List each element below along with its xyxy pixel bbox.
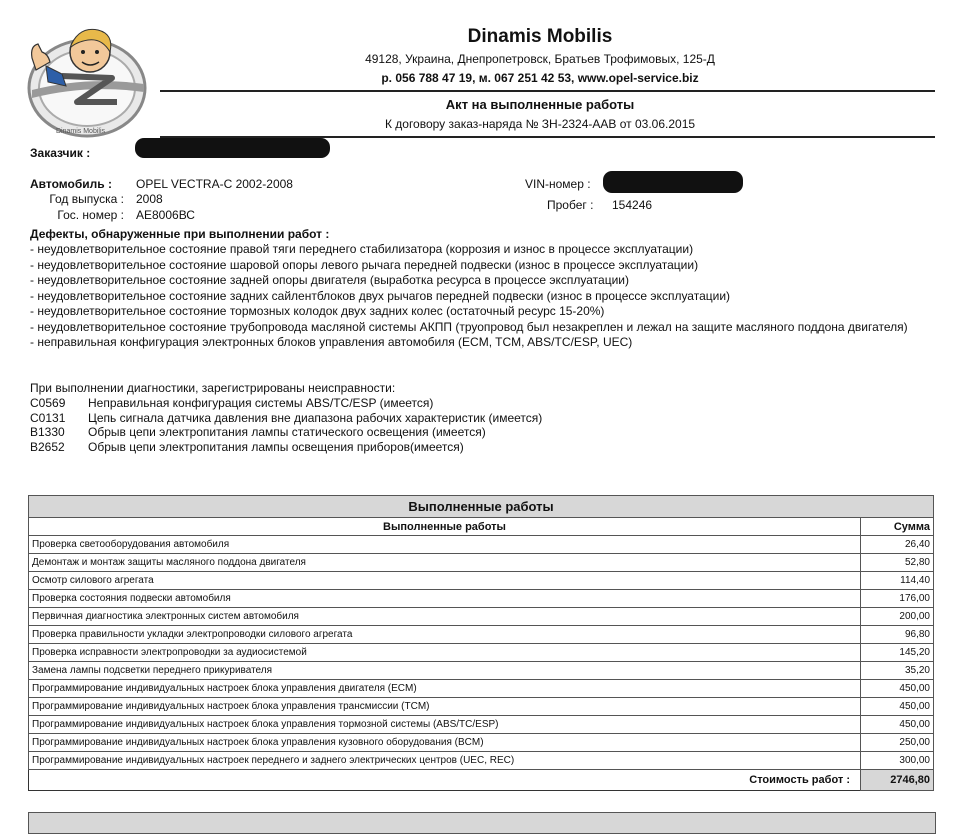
table-row [29, 680, 934, 698]
fault-text: Обрыв цепи электропитания лампы статического освещения (имеется) [88, 425, 486, 439]
defect-item: - неудовлетворительное состояние правой тяги переднего стабилизатора (коррозия и износ в процессе эксплуатации) [30, 242, 694, 256]
car-value: OPEL VECTRA-C 2002-2008 [136, 177, 293, 191]
table-row [29, 698, 934, 716]
work-name: Программирование индивидуальных настроек переднего и заднего электрических центров (UEC, REC) [29, 752, 861, 770]
work-name: Программирование индивидуальных настроек блока управления кузовного оборудования (BCM) [29, 734, 861, 752]
work-sum: 114,40 [861, 572, 934, 590]
fault-code: C0131 [30, 410, 66, 425]
col-sum-header: Сумма [861, 518, 934, 536]
work-sum: 450,00 [861, 716, 934, 734]
defect-item: - неудовлетворительное состояние шаровой опоры левого рычага передней подвески (износ в процессе эксплуатации) [30, 257, 699, 272]
fault-text: Неправильная конфигурация системы ABS/TC/ESP (имеется) [88, 396, 434, 410]
work-sum: 145,20 [861, 644, 934, 662]
mileage-value: 154246 [612, 198, 653, 212]
year-value: 2008 [136, 192, 163, 206]
company-address: 49128, Украина, Днепропетровск, Братьев Трофимовых, 125-Д [365, 52, 715, 66]
work-sum: 250,00 [861, 734, 934, 752]
table-row [29, 608, 934, 626]
customer-label: Заказчик : [30, 146, 91, 160]
work-name: Программирование индивидуальных настроек блока управления двигателя (ECM) [29, 680, 861, 698]
work-name: Проверка правильности укладки электропроводки силового агрегата [29, 626, 861, 644]
fault-list [30, 396, 542, 454]
table-row [29, 644, 934, 662]
company-name: Dinamis Mobilis [467, 26, 613, 47]
works-section-title: Выполненные работы [29, 496, 934, 518]
work-name: Проверка состояния подвески автомобиля [29, 590, 861, 608]
work-name: Осмотр силового агрегата [29, 572, 861, 590]
works-table [28, 495, 934, 791]
works-total-row [29, 770, 934, 791]
work-sum: 300,00 [861, 752, 934, 770]
work-name: Замена лампы подсветки переднего прикуривателя [29, 662, 861, 680]
fault-code: B2652 [30, 439, 65, 454]
company-contacts: р. 056 788 47 19, м. 067 251 42 53, www.opel-service.biz [381, 71, 699, 85]
table-row [29, 734, 934, 752]
work-sum: 26,40 [861, 536, 934, 554]
car-label: Автомобиль : [30, 177, 112, 191]
fault-item [30, 411, 542, 426]
next-section-header [28, 812, 936, 834]
table-row [29, 572, 934, 590]
works-column-header [29, 518, 934, 536]
works-section-header [29, 496, 934, 518]
logo-caption: Dinamis Mobilis [56, 128, 106, 135]
work-name: Проверка исправности электропроводки за аудиосистемой [29, 644, 861, 662]
fault-item [30, 425, 542, 440]
vin-redaction [603, 171, 743, 193]
table-row [29, 536, 934, 554]
work-name: Демонтаж и монтаж защиты масляного поддона двигателя [29, 554, 861, 572]
defect-item: - неправильная конфигурация электронных блоков управления автомобиля (ECM, TCM, ABS/TC/ESP, UEC) [30, 335, 633, 349]
work-sum: 200,00 [861, 608, 934, 626]
customer-redaction [135, 138, 330, 158]
col-name-header: Выполненные работы [29, 518, 861, 536]
company-header [340, 26, 740, 85]
plate-label: Гос. номер : [57, 208, 124, 222]
table-row [29, 554, 934, 572]
table-row [29, 590, 934, 608]
fault-code: C0569 [30, 396, 66, 410]
defects-list [30, 242, 930, 351]
work-sum: 450,00 [861, 680, 934, 698]
defect-item: - неудовлетворительное состояние задних сайлентблоков двух рычагов передней подвески (износ в процессе эксплуатации) [30, 288, 731, 303]
plate-value: АЕ8006ВС [136, 208, 195, 222]
work-name: Программирование индивидуальных настроек блока управления тормозной системы (ABS/TC/ESP) [29, 716, 861, 734]
work-name: Программирование индивидуальных настроек блока управления трансмиссии (TCM) [29, 698, 861, 716]
fault-code: B1330 [30, 425, 65, 439]
fault-item [30, 396, 542, 411]
mileage-label: Пробег : [547, 198, 594, 212]
work-name: Проверка светооборудования автомобиля [29, 536, 861, 554]
work-sum: 450,00 [861, 698, 934, 716]
year-label: Год выпуска : [49, 192, 124, 206]
fault-item [30, 440, 542, 455]
company-logo [22, 18, 152, 143]
vin-label: VIN-номер : [525, 177, 591, 191]
table-row [29, 752, 934, 770]
table-row [29, 626, 934, 644]
fault-text: Цепь сигнала датчика давления вне диапазона рабочих характеристик (имеется) [88, 410, 543, 425]
defects-title: Дефекты, обнаруженные при выполнении работ : [30, 227, 330, 241]
work-sum: 52,80 [861, 554, 934, 572]
header-rule-top [160, 90, 935, 92]
fault-text: Обрыв цепи электропитания лампы освещения приборов(имеется) [88, 439, 464, 454]
work-sum: 96,80 [861, 626, 934, 644]
table-row [29, 716, 934, 734]
diagnostics-title: При выполнении диагностики, зарегистрированы неисправности: [30, 381, 396, 395]
table-row [29, 662, 934, 680]
work-sum: 176,00 [861, 590, 934, 608]
work-name: Первичная диагностика электронных систем автомобиля [29, 608, 861, 626]
defect-item: - неудовлетворительное состояние тормозных колодок двух задних колес (остаточный ресурс 15-20%) [30, 304, 605, 318]
act-subtitle: К договору заказ-наряда № ЗН-2324-ААВ от 03.06.2015 [384, 117, 696, 131]
defect-item: - неудовлетворительное состояние задней опоры двигателя (выработка ресурса в процессе эксплуатации) [30, 273, 629, 287]
total-value: 2746,80 [861, 770, 934, 791]
act-title: Акт на выполненные работы [445, 97, 635, 112]
defect-item: - неудовлетворительное состояние трубопровода масляной системы АКПП (труопровод был незакреплен и лежал на защите масляного поддона двигателя) [30, 319, 908, 334]
total-label: Стоимость работ : [749, 774, 850, 786]
logo-emblem-icon [22, 18, 152, 143]
work-sum: 35,20 [861, 662, 934, 680]
